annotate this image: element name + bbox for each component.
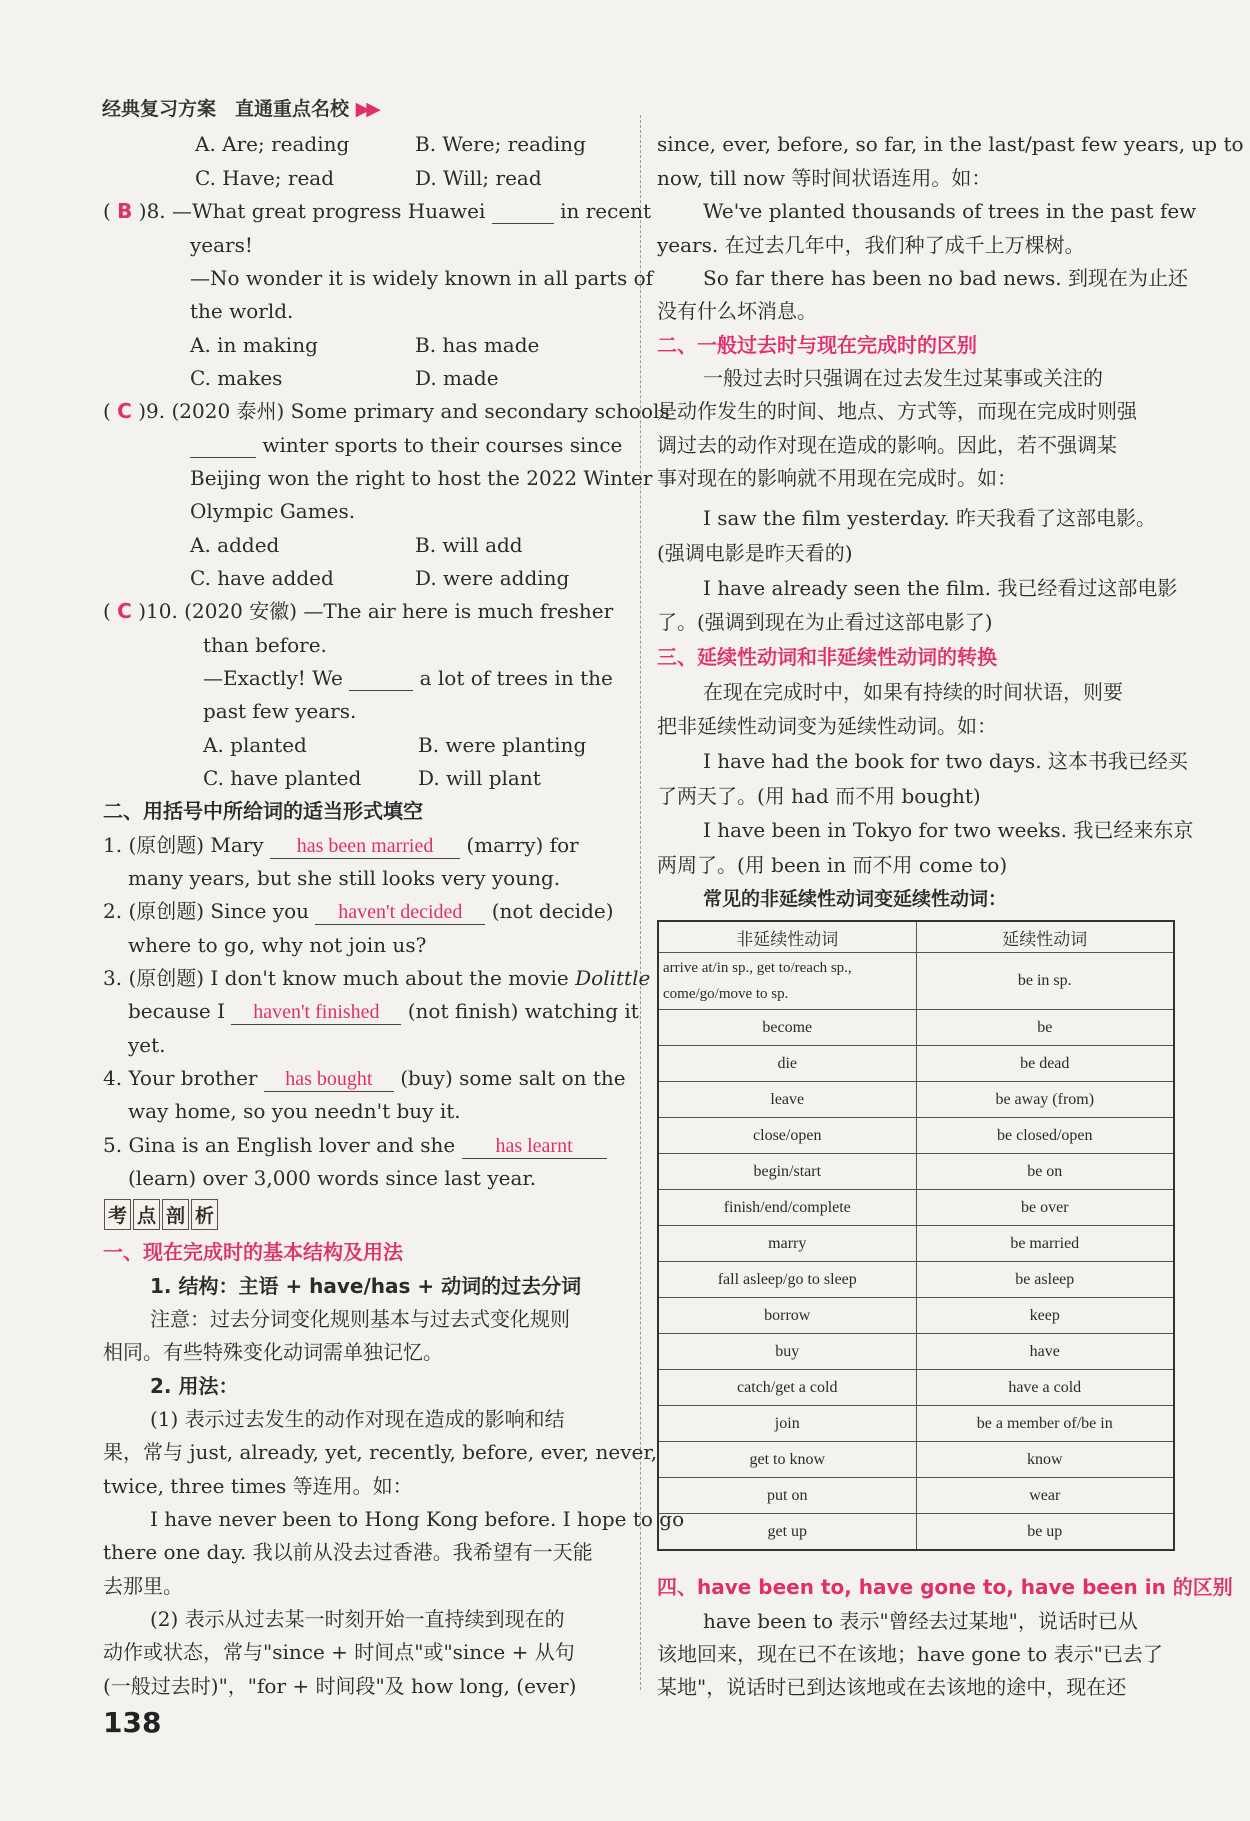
q8-option-d: D. made xyxy=(415,366,499,390)
section-4-title: 四、have been to, have gone to, have been in 的区别 xyxy=(657,1575,1233,1599)
table-cell: have xyxy=(916,1334,1174,1370)
section-fill-title: 二、用括号中所给词的适当形式填空 xyxy=(103,799,423,823)
u1-line6: 去那里。 xyxy=(103,1574,183,1598)
q9-option-a: A. added xyxy=(190,533,280,557)
q7-option-a: A. Are; reading xyxy=(195,132,350,156)
page-number: 138 xyxy=(103,1706,162,1739)
table-row xyxy=(658,1190,1174,1226)
s3-line4: 了两天了。(用 had 而不用 bought) xyxy=(657,784,981,808)
q9-line3: Beijing won the right to host the 2022 Winter xyxy=(190,466,653,490)
table-row xyxy=(658,1298,1174,1334)
verb-table xyxy=(657,920,1175,1551)
fill-3-answer: haven't finished xyxy=(231,1000,401,1025)
table-cell: be a member of/be in xyxy=(916,1406,1174,1442)
table-cell: be married xyxy=(916,1226,1174,1262)
fill-3-l2pre: because I xyxy=(128,999,226,1023)
fill-1-post: (marry) for xyxy=(466,833,579,857)
q10-text: )10. (2020 安徽) —The air here is much fresher xyxy=(138,599,614,623)
table-row xyxy=(658,953,1174,1010)
table-cell: be in sp. xyxy=(916,953,1174,1010)
table-row xyxy=(658,1154,1174,1190)
question-10: ( C )10. (2020 安徽) —The air here is much fresher xyxy=(103,599,614,623)
fill-3-line2 xyxy=(128,999,639,1025)
q9-text: )9. (2020 泰州) Some primary and secondary schools xyxy=(138,399,670,423)
table-cell: finish/end/complete xyxy=(658,1190,916,1226)
fill-3-line3: yet. xyxy=(128,1033,166,1057)
s2-line8: 了。(强调到现在为止看过这部电影了) xyxy=(657,610,993,634)
question-8: ( B )8. —What great progress Huawei in recent xyxy=(103,199,652,223)
q8-line2: years! xyxy=(190,233,253,257)
q10-option-d: D. will plant xyxy=(418,766,541,790)
table-caption: 常见的非延续性动词变延续性动词： xyxy=(703,888,1008,910)
table-cell: be up xyxy=(916,1514,1174,1551)
r-line5: So far there has been no bad news. 到现在为止还 xyxy=(703,266,1188,290)
table-cell: be xyxy=(916,1010,1174,1046)
q9-answer: C xyxy=(117,399,132,423)
r-line2: now, till now 等时间状语连用。如： xyxy=(657,166,992,190)
q10-option-b: B. were planting xyxy=(418,733,587,757)
fill-4-post: (buy) some salt on the xyxy=(400,1066,626,1090)
q10-line3-a: —Exactly! We xyxy=(203,666,343,690)
table-cell: die xyxy=(658,1046,916,1082)
r-line1: since, ever, before, so far, in the last/past few years, up to xyxy=(657,132,1244,156)
s4-line3: 某地"，说话时已到达该地或在去该地的途中，现在还 xyxy=(657,1675,1127,1699)
fill-5-pre: 5. Gina is an English lover and she xyxy=(103,1133,456,1157)
q10-line3-b: a lot of trees in the xyxy=(419,666,613,690)
tag-char-2: 点 xyxy=(133,1199,160,1230)
q9-option-d: D. were adding xyxy=(415,566,570,590)
page-header xyxy=(102,94,377,121)
s1-usage: 2. 用法： xyxy=(150,1374,239,1398)
table-cell: be closed/open xyxy=(916,1118,1174,1154)
table-cell: catch/get a cold xyxy=(658,1370,916,1406)
q9-line2 xyxy=(190,433,622,458)
fill-1 xyxy=(103,833,579,859)
table-cell: wear xyxy=(916,1478,1174,1514)
r-line4: years. 在过去几年中，我们种了成千上万棵树。 xyxy=(657,233,1085,257)
section-2-title: 二、一般过去时与现在完成时的区别 xyxy=(657,333,977,357)
s3-line6: 两周了。(用 been in 而不用 come to) xyxy=(657,853,1008,877)
table-row xyxy=(658,1478,1174,1514)
table-cell: be dead xyxy=(916,1046,1174,1082)
u1-line3: twice, three times 等连用。如： xyxy=(103,1474,413,1498)
s4-line2: 该地回来，现在已不在该地；have gone to 表示"已去了 xyxy=(657,1642,1163,1666)
s2-line7: I have already seen the film. 我已经看过这部电影 xyxy=(703,576,1178,600)
r-line6: 没有什么坏消息。 xyxy=(657,299,817,323)
table-cell: become xyxy=(658,1010,916,1046)
fill-4-line2: way home, so you needn't buy it. xyxy=(128,1099,461,1123)
fill-1-answer: has been married xyxy=(270,834,460,859)
s3-line3: I have had the book for two days. 这本书我已经买 xyxy=(703,749,1188,773)
fill-1-line2: many years, but she still looks very young. xyxy=(128,866,561,890)
table-cell: be asleep xyxy=(916,1262,1174,1298)
fill-3-post: (not finish) watching it xyxy=(407,999,639,1023)
fill-3 xyxy=(103,966,650,990)
tag-char-4: 析 xyxy=(191,1199,218,1230)
table-cell: get up xyxy=(658,1514,916,1551)
fill-4-pre: 4. Your brother xyxy=(103,1066,258,1090)
table-row xyxy=(658,1406,1174,1442)
fill-3-movie: Dolittle xyxy=(575,966,651,990)
q9-line4: Olympic Games. xyxy=(190,499,356,523)
r-line3: We've planted thousands of trees in the past few xyxy=(703,199,1197,223)
q9-line2-text: winter sports to their courses since xyxy=(262,433,623,457)
fill-3-pre: 3. (原创题) I don't know much about the movie xyxy=(103,966,569,990)
q7-option-c: C. Have; read xyxy=(195,166,335,190)
fill-5-line2: (learn) over 3,000 words since last year. xyxy=(128,1166,537,1190)
table-row xyxy=(658,1442,1174,1478)
q10-option-a: A. planted xyxy=(203,733,307,757)
u2-line2: 动作或状态，常与"since + 时间点"或"since + 从句 xyxy=(103,1640,575,1664)
table-cell: know xyxy=(916,1442,1174,1478)
q8-text: )8. —What great progress Huawei xyxy=(138,199,486,223)
table-header-durative: 延续性动词 xyxy=(916,921,1174,953)
q8-text-end: in recent xyxy=(560,199,652,223)
table-cell: borrow xyxy=(658,1298,916,1334)
table-row xyxy=(658,1010,1174,1046)
q8-answer: B xyxy=(117,199,133,223)
table-header-row xyxy=(658,921,1174,953)
q7-option-b: B. Were; reading xyxy=(415,132,586,156)
s3-line1: 在现在完成时中，如果有持续的时间状语，则要 xyxy=(703,680,1123,704)
table-row xyxy=(658,1514,1174,1551)
table-row xyxy=(658,1082,1174,1118)
q10-blank xyxy=(349,666,413,691)
table-row xyxy=(658,1334,1174,1370)
section-3-title: 三、延续性动词和非延续性动词的转换 xyxy=(657,645,997,669)
fill-2-post: (not decide) xyxy=(491,899,614,923)
table-cell: close/open xyxy=(658,1118,916,1154)
s2-line4: 事对现在的影响就不用现在完成时。如： xyxy=(657,466,1017,490)
table-row xyxy=(658,1046,1174,1082)
header-title: 经典复习方案 直通重点名校 xyxy=(102,98,350,120)
header-arrow-icon: ▶▶ xyxy=(355,98,377,120)
table-cell: be on xyxy=(916,1154,1174,1190)
table-cell: buy xyxy=(658,1334,916,1370)
fill-2-line2: where to go, why not join us? xyxy=(128,933,427,957)
fill-4 xyxy=(103,1066,626,1092)
q10-option-c: C. have planted xyxy=(203,766,362,790)
table-cell: arrive at/in sp., get to/reach sp., come/go/move to sp. xyxy=(658,953,916,1010)
q7-option-d: D. Will; read xyxy=(415,166,542,190)
table-cell: marry xyxy=(658,1226,916,1262)
table-cell: begin/start xyxy=(658,1154,916,1190)
table-cell: keep xyxy=(916,1298,1174,1334)
table-cell: have a cold xyxy=(916,1370,1174,1406)
q9-option-b: B. will add xyxy=(415,533,523,557)
q10-answer: C xyxy=(117,599,132,623)
fill-2-answer: haven't decided xyxy=(315,900,485,925)
table-cell: leave xyxy=(658,1082,916,1118)
q10-line3 xyxy=(203,666,613,691)
question-9: ( C )9. (2020 泰州) Some primary and secondary schools xyxy=(103,399,670,423)
analysis-tag xyxy=(104,1199,220,1230)
s2-line2: 是动作发生的时间、地点、方式等，而现在完成时则强 xyxy=(657,399,1137,423)
s2-line3: 调过去的动作对现在造成的影响。因此，若不强调某 xyxy=(657,433,1117,457)
table-cell: join xyxy=(658,1406,916,1442)
fill-1-pre: 1. (原创题) Mary xyxy=(103,833,264,857)
q8-option-c: C. makes xyxy=(190,366,283,390)
table-cell: get to know xyxy=(658,1442,916,1478)
s3-line2: 把非延续性动词变为延续性动词。如： xyxy=(657,714,997,738)
q8-option-b: B. has made xyxy=(415,333,540,357)
table-cell: be over xyxy=(916,1190,1174,1226)
fill-2 xyxy=(103,899,614,925)
u1-line4: I have never been to Hong Kong before. I hope to go xyxy=(150,1507,685,1531)
table-row xyxy=(658,1226,1174,1262)
q8-line4: the world. xyxy=(190,299,294,323)
s1-structure: 1. 结构：主语 + have/has + 动词的过去分词 xyxy=(150,1274,582,1298)
s4-line1: have been to 表示"曾经去过某地"，说话时已从 xyxy=(703,1609,1138,1633)
s2-line5: I saw the film yesterday. 昨天我看了这部电影。 xyxy=(703,506,1157,530)
table-row xyxy=(658,1370,1174,1406)
s2-line6: (强调电影是昨天看的) xyxy=(657,541,853,565)
fill-4-answer: has bought xyxy=(264,1067,394,1092)
fill-5-answer: has learnt xyxy=(462,1134,607,1159)
s1-note-2: 相同。有些特殊变化动词需单独记忆。 xyxy=(103,1340,443,1364)
table-cell: be away (from) xyxy=(916,1082,1174,1118)
tag-char-1: 考 xyxy=(104,1199,131,1230)
q9-option-c: C. have added xyxy=(190,566,334,590)
table-header-nondurative: 非延续性动词 xyxy=(658,921,916,953)
table-cell: put on xyxy=(658,1478,916,1514)
fill-5 xyxy=(103,1133,607,1159)
q8-line3: —No wonder it is widely known in all parts of xyxy=(190,266,654,290)
u2-line1: (2) 表示从过去某一时刻开始一直持续到现在的 xyxy=(150,1607,565,1631)
table-row xyxy=(658,1262,1174,1298)
tag-char-3: 剖 xyxy=(162,1199,189,1230)
u2-line3: (一般过去时)"，"for + 时间段"及 how long, (ever) xyxy=(103,1674,577,1698)
s1-note-1: 注意：过去分词变化规则基本与过去式变化规则 xyxy=(150,1307,570,1331)
u1-line5: there one day. 我以前从没去过香港。我希望有一天能 xyxy=(103,1540,593,1564)
q8-blank xyxy=(492,199,554,224)
q10-line2: than before. xyxy=(203,633,327,657)
fill-2-pre: 2. (原创题) Since you xyxy=(103,899,309,923)
section-1-title: 一、现在完成时的基本结构及用法 xyxy=(103,1240,403,1264)
table-cell: fall asleep/go to sleep xyxy=(658,1262,916,1298)
s2-line1: 一般过去时只强调在过去发生过某事或关注的 xyxy=(703,366,1103,390)
table-row xyxy=(658,1118,1174,1154)
s3-line5: I have been in Tokyo for two weeks. 我已经来东京 xyxy=(703,818,1194,842)
q9-blank xyxy=(190,433,256,458)
u1-line1: (1) 表示过去发生的动作对现在造成的影响和结 xyxy=(150,1407,565,1431)
q10-line4: past few years. xyxy=(203,699,357,723)
q8-option-a: A. in making xyxy=(190,333,318,357)
u1-line2: 果，常与 just, already, yet, recently, before, ever, never, xyxy=(103,1440,658,1464)
